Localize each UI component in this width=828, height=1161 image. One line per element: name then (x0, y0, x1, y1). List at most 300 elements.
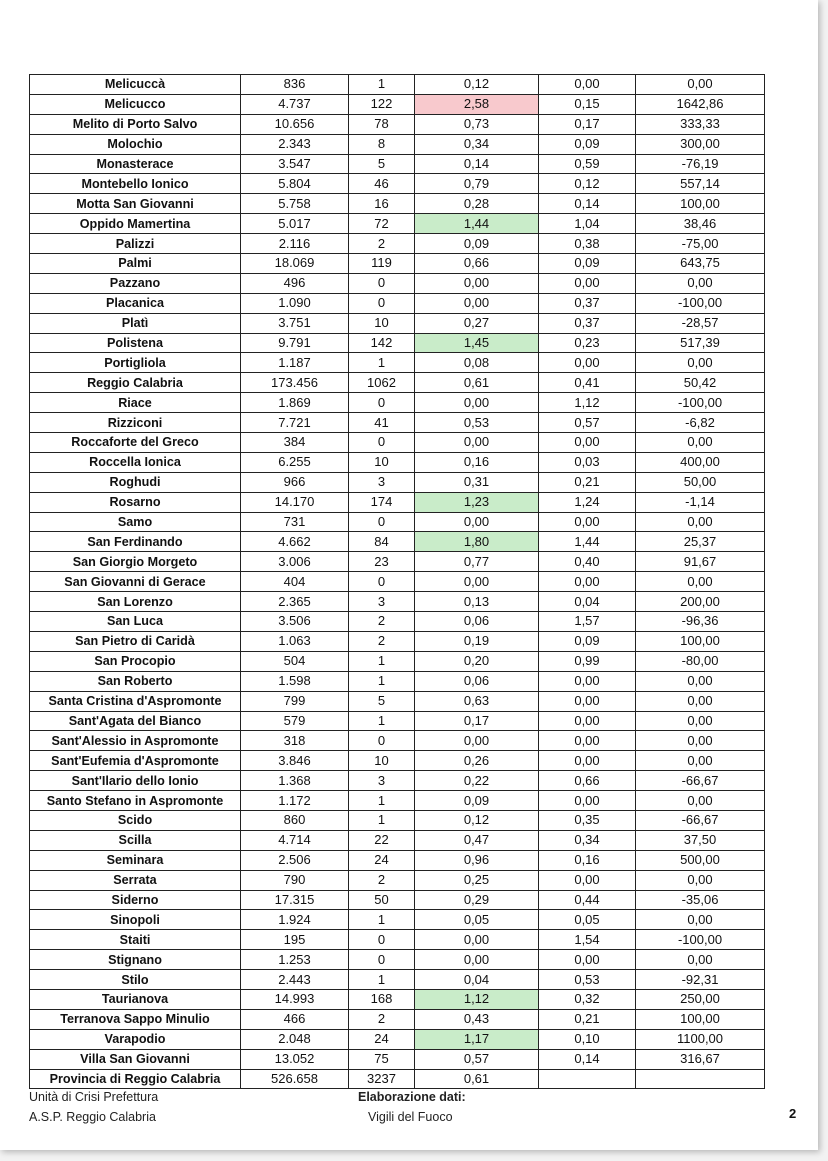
municipality-name-cell: Terranova Sappo Minulio (30, 1009, 241, 1029)
cases-cell: 3 (349, 771, 415, 791)
variation-cell: 200,00 (636, 592, 765, 612)
table-row (30, 94, 765, 114)
variation-cell: 333,33 (636, 114, 765, 134)
rate-cell: 2,58 (415, 94, 539, 114)
cases-cell: 22 (349, 830, 415, 850)
cases-cell: 2 (349, 1009, 415, 1029)
population-cell: 1.187 (241, 353, 349, 373)
prev-rate-cell: 0,00 (539, 75, 636, 95)
municipality-name-cell: Sant'Eufemia d'Aspromonte (30, 751, 241, 771)
cases-cell: 1 (349, 791, 415, 811)
prev-rate-cell: 0,37 (539, 293, 636, 313)
population-cell: 318 (241, 731, 349, 751)
rate-cell: 0,26 (415, 751, 539, 771)
variation-cell (636, 1069, 765, 1089)
variation-cell: -80,00 (636, 651, 765, 671)
municipality-name-cell: Melicuccà (30, 75, 241, 95)
prev-rate-cell: 0,21 (539, 472, 636, 492)
table-row (30, 1029, 765, 1049)
municipality-name-cell: Stilo (30, 970, 241, 990)
rate-cell: 0,00 (415, 273, 539, 293)
population-cell: 195 (241, 930, 349, 950)
prev-rate-cell: 0,00 (539, 273, 636, 293)
cases-cell: 10 (349, 751, 415, 771)
variation-cell: 1642,86 (636, 94, 765, 114)
variation-cell: 250,00 (636, 989, 765, 1009)
cases-cell: 1 (349, 910, 415, 930)
variation-cell: 1100,00 (636, 1029, 765, 1049)
prev-rate-cell: 0,09 (539, 254, 636, 274)
variation-cell: -100,00 (636, 930, 765, 950)
municipality-name-cell: Oppido Mamertina (30, 214, 241, 234)
rate-cell: 0,14 (415, 154, 539, 174)
population-cell: 1.090 (241, 293, 349, 313)
population-cell: 5.804 (241, 174, 349, 194)
prev-rate-cell: 0,34 (539, 830, 636, 850)
population-cell: 731 (241, 512, 349, 532)
table-row (30, 612, 765, 632)
municipality-data-table (29, 74, 765, 1089)
prev-rate-cell: 0,00 (539, 512, 636, 532)
table-row (30, 1049, 765, 1069)
population-cell: 404 (241, 572, 349, 592)
cases-cell: 0 (349, 950, 415, 970)
population-cell: 1.869 (241, 393, 349, 413)
rate-cell: 0,06 (415, 671, 539, 691)
cases-cell: 3237 (349, 1069, 415, 1089)
municipality-name-cell: Taurianova (30, 989, 241, 1009)
variation-cell: -76,19 (636, 154, 765, 174)
municipality-name-cell: Sant'Ilario dello Ionio (30, 771, 241, 791)
cases-cell: 24 (349, 850, 415, 870)
variation-cell: 0,00 (636, 512, 765, 532)
rate-cell: 0,00 (415, 393, 539, 413)
table-row (30, 751, 765, 771)
population-cell: 3.506 (241, 612, 349, 632)
prev-rate-cell: 0,04 (539, 592, 636, 612)
population-cell: 3.751 (241, 313, 349, 333)
municipality-name-cell: Seminara (30, 850, 241, 870)
prev-rate-cell: 1,24 (539, 492, 636, 512)
municipality-name-cell: Rizziconi (30, 413, 241, 433)
prev-rate-cell: 0,16 (539, 850, 636, 870)
population-cell: 1.253 (241, 950, 349, 970)
variation-cell: 0,00 (636, 731, 765, 751)
rate-cell: 0,61 (415, 373, 539, 393)
page-number: 2 (789, 1106, 797, 1121)
rate-cell: 0,16 (415, 452, 539, 472)
municipality-name-cell: Placanica (30, 293, 241, 313)
cases-cell: 0 (349, 572, 415, 592)
table-row (30, 313, 765, 333)
table-row (30, 950, 765, 970)
variation-cell: 0,00 (636, 791, 765, 811)
variation-cell: 0,00 (636, 910, 765, 930)
table-row (30, 134, 765, 154)
population-cell: 966 (241, 472, 349, 492)
cases-cell: 1 (349, 75, 415, 95)
cases-cell: 1 (349, 651, 415, 671)
rate-cell: 0,12 (415, 75, 539, 95)
population-cell: 9.791 (241, 333, 349, 353)
municipality-name-cell: Palmi (30, 254, 241, 274)
cases-cell: 174 (349, 492, 415, 512)
population-cell: 4.737 (241, 94, 349, 114)
population-cell: 2.343 (241, 134, 349, 154)
cases-cell: 1062 (349, 373, 415, 393)
cases-cell: 2 (349, 234, 415, 254)
table-row (30, 413, 765, 433)
rate-cell: 0,08 (415, 353, 539, 373)
variation-cell: -66,67 (636, 810, 765, 830)
table-body (30, 75, 765, 1089)
table-row (30, 592, 765, 612)
rate-cell: 0,63 (415, 691, 539, 711)
municipality-name-cell: Montebello Ionico (30, 174, 241, 194)
rate-cell: 0,00 (415, 433, 539, 453)
cases-cell: 0 (349, 731, 415, 751)
cases-cell: 142 (349, 333, 415, 353)
prev-rate-cell: 0,00 (539, 791, 636, 811)
prev-rate-cell: 0,12 (539, 174, 636, 194)
prev-rate-cell: 0,00 (539, 671, 636, 691)
footer-asp-line: A.S.P. Reggio Calabria (29, 1110, 156, 1124)
table-row (30, 989, 765, 1009)
population-cell: 384 (241, 433, 349, 453)
cases-cell: 1 (349, 671, 415, 691)
prev-rate-cell: 0,00 (539, 711, 636, 731)
population-cell: 579 (241, 711, 349, 731)
rate-cell: 1,12 (415, 989, 539, 1009)
variation-cell: 50,42 (636, 373, 765, 393)
municipality-name-cell: Reggio Calabria (30, 373, 241, 393)
variation-cell: 100,00 (636, 631, 765, 651)
prev-rate-cell: 0,57 (539, 413, 636, 433)
variation-cell: 557,14 (636, 174, 765, 194)
table-row (30, 631, 765, 651)
prev-rate-cell: 0,05 (539, 910, 636, 930)
prev-rate-cell: 0,66 (539, 771, 636, 791)
municipality-name-cell: Polistena (30, 333, 241, 353)
variation-cell: -100,00 (636, 393, 765, 413)
variation-cell: -92,31 (636, 970, 765, 990)
population-cell: 5.758 (241, 194, 349, 214)
cases-cell: 8 (349, 134, 415, 154)
variation-cell: 0,00 (636, 711, 765, 731)
municipality-name-cell: Samo (30, 512, 241, 532)
variation-cell: 0,00 (636, 353, 765, 373)
prev-rate-cell: 0,99 (539, 651, 636, 671)
cases-cell: 0 (349, 293, 415, 313)
variation-cell: 100,00 (636, 1009, 765, 1029)
population-cell: 7.721 (241, 413, 349, 433)
cases-cell: 46 (349, 174, 415, 194)
rate-cell: 0,05 (415, 910, 539, 930)
footer-elaboration (358, 1087, 466, 1127)
municipality-name-cell: Varapodio (30, 1029, 241, 1049)
table-row (30, 830, 765, 850)
prev-rate-cell: 0,00 (539, 731, 636, 751)
municipality-name-cell: Sant'Alessio in Aspromonte (30, 731, 241, 751)
table-row (30, 273, 765, 293)
table-row (30, 393, 765, 413)
variation-cell: 316,67 (636, 1049, 765, 1069)
table-row (30, 452, 765, 472)
population-cell: 4.662 (241, 532, 349, 552)
prev-rate-cell: 1,54 (539, 930, 636, 950)
rate-cell: 0,00 (415, 512, 539, 532)
population-cell: 173.456 (241, 373, 349, 393)
population-cell: 1.368 (241, 771, 349, 791)
population-cell: 3.846 (241, 751, 349, 771)
table-row (30, 771, 765, 791)
table-row (30, 691, 765, 711)
footer-unit-line: Unità di Crisi Prefettura (29, 1090, 159, 1104)
cases-cell: 122 (349, 94, 415, 114)
rate-cell: 0,73 (415, 114, 539, 134)
population-cell: 4.714 (241, 830, 349, 850)
rate-cell: 0,29 (415, 890, 539, 910)
variation-cell: 0,00 (636, 572, 765, 592)
cases-cell: 78 (349, 114, 415, 134)
cases-cell: 2 (349, 870, 415, 890)
rate-cell: 0,00 (415, 572, 539, 592)
municipality-name-cell: Sinopoli (30, 910, 241, 930)
variation-cell: 500,00 (636, 850, 765, 870)
population-cell: 504 (241, 651, 349, 671)
municipality-name-cell: Roccella Ionica (30, 452, 241, 472)
prev-rate-cell: 0,14 (539, 1049, 636, 1069)
population-cell: 466 (241, 1009, 349, 1029)
variation-cell: 37,50 (636, 830, 765, 850)
rate-cell: 0,34 (415, 134, 539, 154)
rate-cell: 0,00 (415, 293, 539, 313)
population-cell: 17.315 (241, 890, 349, 910)
table-row (30, 492, 765, 512)
population-cell: 3.547 (241, 154, 349, 174)
municipality-name-cell: Scilla (30, 830, 241, 850)
table-row (30, 791, 765, 811)
municipality-name-cell: Siderno (30, 890, 241, 910)
table-row (30, 910, 765, 930)
cases-cell: 50 (349, 890, 415, 910)
variation-cell: 0,00 (636, 691, 765, 711)
prev-rate-cell: 0,00 (539, 691, 636, 711)
rate-cell: 0,00 (415, 950, 539, 970)
cases-cell: 0 (349, 930, 415, 950)
prev-rate-cell: 0,41 (539, 373, 636, 393)
municipality-name-cell: Molochio (30, 134, 241, 154)
cases-cell: 1 (349, 970, 415, 990)
prev-rate-cell: 0,17 (539, 114, 636, 134)
municipality-name-cell: San Ferdinando (30, 532, 241, 552)
municipality-name-cell: Rosarno (30, 492, 241, 512)
municipality-name-cell: San Procopio (30, 651, 241, 671)
cases-cell: 16 (349, 194, 415, 214)
table-row (30, 1069, 765, 1089)
population-cell: 1.598 (241, 671, 349, 691)
population-cell: 2.048 (241, 1029, 349, 1049)
municipality-name-cell: San Lorenzo (30, 592, 241, 612)
variation-cell: 300,00 (636, 134, 765, 154)
population-cell: 10.656 (241, 114, 349, 134)
rate-cell: 1,23 (415, 492, 539, 512)
table-row (30, 154, 765, 174)
variation-cell: -66,67 (636, 771, 765, 791)
rate-cell: 0,66 (415, 254, 539, 274)
municipality-name-cell: Melicucco (30, 94, 241, 114)
table-row (30, 651, 765, 671)
cases-cell: 75 (349, 1049, 415, 1069)
cases-cell: 2 (349, 631, 415, 651)
rate-cell: 0,43 (415, 1009, 539, 1029)
table-row (30, 373, 765, 393)
municipality-name-cell: San Pietro di Caridà (30, 631, 241, 651)
variation-cell: -6,82 (636, 413, 765, 433)
prev-rate-cell: 1,57 (539, 612, 636, 632)
population-cell: 13.052 (241, 1049, 349, 1069)
population-cell: 2.116 (241, 234, 349, 254)
cases-cell: 5 (349, 154, 415, 174)
prev-rate-cell: 0,40 (539, 552, 636, 572)
population-cell: 14.993 (241, 989, 349, 1009)
table-row (30, 731, 765, 751)
table-row (30, 433, 765, 453)
variation-cell: -96,36 (636, 612, 765, 632)
prev-rate-cell: 0,10 (539, 1029, 636, 1049)
rate-cell: 0,06 (415, 612, 539, 632)
prev-rate-cell: 0,14 (539, 194, 636, 214)
variation-cell: 400,00 (636, 452, 765, 472)
variation-cell: -1,14 (636, 492, 765, 512)
variation-cell: 0,00 (636, 433, 765, 453)
population-cell: 18.069 (241, 254, 349, 274)
prev-rate-cell: 0,09 (539, 631, 636, 651)
municipality-name-cell: Serrata (30, 870, 241, 890)
population-cell: 496 (241, 273, 349, 293)
municipality-name-cell: Provincia di Reggio Calabria (30, 1069, 241, 1089)
variation-cell: 517,39 (636, 333, 765, 353)
cases-cell: 72 (349, 214, 415, 234)
population-cell: 526.658 (241, 1069, 349, 1089)
cases-cell: 1 (349, 810, 415, 830)
rate-cell: 0,57 (415, 1049, 539, 1069)
municipality-name-cell: Platì (30, 313, 241, 333)
variation-cell: 91,67 (636, 552, 765, 572)
population-cell: 860 (241, 810, 349, 830)
population-cell: 2.365 (241, 592, 349, 612)
prev-rate-cell: 0,23 (539, 333, 636, 353)
municipality-name-cell: San Giorgio Morgeto (30, 552, 241, 572)
prev-rate-cell: 0,03 (539, 452, 636, 472)
table-row (30, 174, 765, 194)
table-row (30, 552, 765, 572)
rate-cell: 0,47 (415, 830, 539, 850)
table-row (30, 532, 765, 552)
cases-cell: 41 (349, 413, 415, 433)
cases-cell: 1 (349, 353, 415, 373)
table-row (30, 254, 765, 274)
municipality-name-cell: San Giovanni di Gerace (30, 572, 241, 592)
table-row (30, 810, 765, 830)
variation-cell: 0,00 (636, 671, 765, 691)
municipality-name-cell: San Roberto (30, 671, 241, 691)
rate-cell: 0,77 (415, 552, 539, 572)
cases-cell: 10 (349, 452, 415, 472)
cases-cell: 10 (349, 313, 415, 333)
prev-rate-cell (539, 1069, 636, 1089)
population-cell: 1.063 (241, 631, 349, 651)
cases-cell: 168 (349, 989, 415, 1009)
prev-rate-cell: 0,15 (539, 94, 636, 114)
rate-cell: 0,09 (415, 791, 539, 811)
prev-rate-cell: 1,04 (539, 214, 636, 234)
municipality-name-cell: Sant'Agata del Bianco (30, 711, 241, 731)
variation-cell: -75,00 (636, 234, 765, 254)
municipality-name-cell: Staiti (30, 930, 241, 950)
prev-rate-cell: 0,00 (539, 950, 636, 970)
cases-cell: 5 (349, 691, 415, 711)
table-row (30, 333, 765, 353)
rate-cell: 0,09 (415, 234, 539, 254)
table-row (30, 970, 765, 990)
table-row (30, 1009, 765, 1029)
municipality-name-cell: Motta San Giovanni (30, 194, 241, 214)
rate-cell: 1,17 (415, 1029, 539, 1049)
cases-cell: 1 (349, 711, 415, 731)
rate-cell: 0,61 (415, 1069, 539, 1089)
prev-rate-cell: 0,59 (539, 154, 636, 174)
prev-rate-cell: 0,09 (539, 134, 636, 154)
prev-rate-cell: 0,00 (539, 572, 636, 592)
rate-cell: 1,45 (415, 333, 539, 353)
population-cell: 2.506 (241, 850, 349, 870)
cases-cell: 23 (349, 552, 415, 572)
rate-cell: 0,12 (415, 810, 539, 830)
municipality-name-cell: Riace (30, 393, 241, 413)
variation-cell: 0,00 (636, 870, 765, 890)
prev-rate-cell: 1,44 (539, 532, 636, 552)
municipality-name-cell: Roccaforte del Greco (30, 433, 241, 453)
prev-rate-cell: 0,00 (539, 433, 636, 453)
rate-cell: 0,96 (415, 850, 539, 870)
footer-elaboration-label: Elaborazione dati: (358, 1090, 466, 1104)
rate-cell: 0,00 (415, 731, 539, 751)
municipality-name-cell: Scido (30, 810, 241, 830)
cases-cell: 3 (349, 592, 415, 612)
rate-cell: 0,79 (415, 174, 539, 194)
prev-rate-cell: 0,00 (539, 353, 636, 373)
rate-cell: 0,53 (415, 413, 539, 433)
variation-cell: 0,00 (636, 75, 765, 95)
rate-cell: 0,31 (415, 472, 539, 492)
cases-cell: 0 (349, 433, 415, 453)
rate-cell: 0,00 (415, 930, 539, 950)
prev-rate-cell: 0,21 (539, 1009, 636, 1029)
table-row (30, 472, 765, 492)
cases-cell: 0 (349, 273, 415, 293)
population-cell: 790 (241, 870, 349, 890)
variation-cell: 0,00 (636, 273, 765, 293)
municipality-name-cell: Santo Stefano in Aspromonte (30, 791, 241, 811)
prev-rate-cell: 1,12 (539, 393, 636, 413)
variation-cell: -28,57 (636, 313, 765, 333)
table-row (30, 671, 765, 691)
cases-cell: 3 (349, 472, 415, 492)
table-row (30, 870, 765, 890)
rate-cell: 1,44 (415, 214, 539, 234)
rate-cell: 0,25 (415, 870, 539, 890)
